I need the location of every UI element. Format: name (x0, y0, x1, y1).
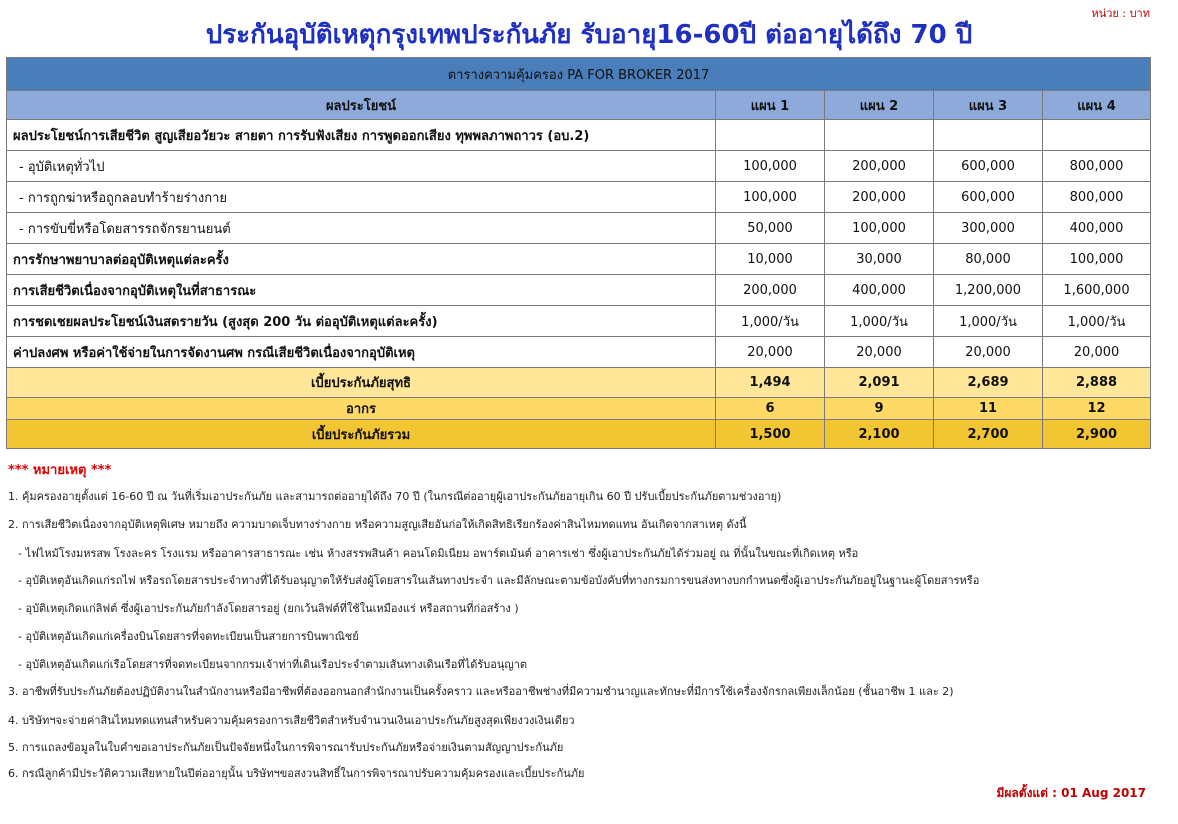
plan-3-value: 1,200,000 (934, 275, 1043, 306)
plan-1-value: 20,000 (716, 337, 825, 368)
note-item: - อุบัติเหตุอันเกิดแก่เรือโดยสารที่จดทะเบียนจากกรมเจ้าท่าที่เดินเรือประจำตามเส้นทางเดินเรือที่ได้รับอนุญาต (18, 658, 528, 671)
table-row (7, 275, 1151, 306)
plan-2-value: 200,000 (825, 151, 934, 182)
stamp-duty-row (7, 398, 1151, 420)
effective-date: มีผลตั้งแต่ : 01 Aug 2017 (996, 786, 1146, 800)
benefit-label: การชดเชยผลประโยชน์เงินสดรายวัน (สูงสุด 200 วัน ต่ออุบัติเหตุแต่ละครั้ง) (7, 306, 716, 337)
plan-3-value: 600,000 (934, 151, 1043, 182)
plan-2-value: 30,000 (825, 244, 934, 275)
plan-4-value: 12 (1043, 398, 1151, 420)
plan-4-value: 400,000 (1043, 213, 1151, 244)
plan-1-value: 200,000 (716, 275, 825, 306)
table-row (7, 182, 1151, 213)
plan-2-value (825, 120, 934, 151)
note-item: 2. การเสียชีวิตเนื่องจากอุบัติเหตุพิเศษ หมายถึง ความบาดเจ็บทางร่างกาย หรือความสูญเสียอันก่อให้เกิดสิทธิเรียกร้องค่าสินไหมทดแทน อันเกิดจากสาเหตุ ดังนี้ (8, 518, 747, 531)
table-row (7, 151, 1151, 182)
table-row (7, 213, 1151, 244)
plan-3-value: 11 (934, 398, 1043, 420)
plan-2-value: 2,091 (825, 368, 934, 398)
note-item: 1. คุ้มครองอายุตั้งแต่ 16-60 ปี ณ วันที่เริ่มเอาประกันภัย และสามารถต่ออายุได้ถึง 70 ปี (ในกรณีต่ออายุผู้เอาประกันภัยอายุเกิน 60 ปี ปรับเบี้ยประกันภัยตามช่วงอายุ) (8, 490, 782, 503)
benefit-label: การรักษาพยาบาลต่ออุบัติเหตุแต่ละครั้ง (7, 244, 716, 275)
remarks-title: *** หมายเหตุ *** (8, 463, 112, 478)
header-plan-3: แผน 3 (934, 91, 1043, 120)
plan-3-value: 2,700 (934, 420, 1043, 449)
note-item: - อุบัติเหตุอันเกิดแก่เครื่องบินโดยสารที่จดทะเบียนเป็นสายการบินพาณิชย์ (18, 630, 359, 643)
plan-1-value: 10,000 (716, 244, 825, 275)
plan-4-value: 800,000 (1043, 151, 1151, 182)
plan-4-value: 800,000 (1043, 182, 1151, 213)
note-item: - ไฟไหม้โรงมหรสพ โรงละคร โรงแรม หรืออาคารสาธารณะ เช่น ห้างสรรพสินค้า คอนโดมิเนียม อพาร์ตเม้นต์ อาคารเช่า ซึ่งผู้เอาประกันภัยได้ร่วมอยู่ ณ ที่นั้นในขณะที่เกิดเหตุ หรือ (18, 547, 859, 560)
plan-1-value: 50,000 (716, 213, 825, 244)
plan-4-value: 2,888 (1043, 368, 1151, 398)
benefit-label: ค่าปลงศพ หรือค่าใช้จ่ายในการจัดงานศพ กรณีเสียชีวิตเนื่องจากอุบัติเหตุ (7, 337, 716, 368)
note-item: 4. บริษัทฯจะจ่ายค่าสินไหมทดแทนสำหรับความคุ้มครองการเสียชีวิตสำหรับจำนวนเงินเอาประกันภัยสูงสุดเพียงวงเงินเดียว (8, 714, 575, 727)
plan-2-value: 2,100 (825, 420, 934, 449)
header-plan-4: แผน 4 (1043, 91, 1151, 120)
note-item: 6. กรณีลูกค้ามีประวัติความเสียหายในปีต่ออายุนั้น บริษัทฯขอสงวนสิทธิ์ในการพิจารณาปรับความคุ้มครองและเบี้ยประกันภัย (8, 767, 585, 780)
plan-2-value: 9 (825, 398, 934, 420)
table-row (7, 337, 1151, 368)
table-title-row (7, 58, 1151, 91)
table-title: ตารางความคุ้มครอง PA FOR BROKER 2017 (7, 58, 1151, 91)
benefit-label: - อุบัติเหตุทั่วไป (7, 151, 716, 182)
plan-4-value: 2,900 (1043, 420, 1151, 449)
benefit-label: ผลประโยชน์การเสียชีวิต สูญเสียอวัยวะ สายตา การรับฟังเสียง การพูดออกเสียง ทุพพลภาพถาวร (อบ.2) (7, 120, 716, 151)
plan-1-value (716, 120, 825, 151)
plan-1-value: 1,500 (716, 420, 825, 449)
plan-1-value: 6 (716, 398, 825, 420)
benefit-label: การเสียชีวิตเนื่องจากอุบัติเหตุในที่สาธารณะ (7, 275, 716, 306)
plan-1-value: 1,000/วัน (716, 306, 825, 337)
plan-2-value: 400,000 (825, 275, 934, 306)
note-item: 3. อาชีพที่รับประกันภัยต้องปฏิบัติงานในสำนักงานหรือมีอาชีพที่ต้องออกนอกสำนักงานเป็นครั้งคราว และหรืออาชีพช่างที่มีความชำนาญและทักษะที่มีการใช้เครื่องจักรกลเพียงเล็กน้อย (ชั้นอาชีพ 1 และ 2) (8, 685, 954, 698)
plan-1-value: 100,000 (716, 151, 825, 182)
table-row (7, 244, 1151, 275)
plan-3-value: 20,000 (934, 337, 1043, 368)
table-row (7, 120, 1151, 151)
plan-1-value: 100,000 (716, 182, 825, 213)
benefit-label: - การถูกฆ่าหรือถูกลอบทำร้ายร่างกาย (7, 182, 716, 213)
plan-2-value: 200,000 (825, 182, 934, 213)
benefit-label: - การขับขี่หรือโดยสารรถจักรยานยนต์ (7, 213, 716, 244)
total-premium-row (7, 420, 1151, 449)
plan-1-value: 1,494 (716, 368, 825, 398)
plan-4-value: 100,000 (1043, 244, 1151, 275)
plan-4-value: 1,000/วัน (1043, 306, 1151, 337)
plan-3-value: 80,000 (934, 244, 1043, 275)
plan-4-value (1043, 120, 1151, 151)
table-header-row (7, 91, 1151, 120)
table-row (7, 306, 1151, 337)
stamp-duty-label: อากร (7, 398, 716, 420)
net-premium-row (7, 368, 1151, 398)
plan-2-value: 20,000 (825, 337, 934, 368)
note-item: - อุบัติเหตุอันเกิดแก่รถไฟ หรือรถโดยสารประจำทางที่ได้รับอนุญาตให้รับส่งผู้โดยสารในเส้นทางประจำ และมีลักษณะตามข้อบังคับที่ทางกรมการขนส่งทางบกกำหนดซึ่งผู้เอาประกันภัยอยู่ในฐานะผู้โดยสารหรือ (18, 574, 980, 587)
header-plan-2: แผน 2 (825, 91, 934, 120)
plan-2-value: 100,000 (825, 213, 934, 244)
unit-label: หน่วย : บาท (1091, 7, 1150, 20)
plan-4-value: 20,000 (1043, 337, 1151, 368)
header-plan-1: แผน 1 (716, 91, 825, 120)
plan-3-value (934, 120, 1043, 151)
plan-4-value: 1,600,000 (1043, 275, 1151, 306)
plan-2-value: 1,000/วัน (825, 306, 934, 337)
plan-3-value: 300,000 (934, 213, 1043, 244)
header-benefit: ผลประโยชน์ (7, 91, 716, 120)
net-premium-label: เบี้ยประกันภัยสุทธิ (7, 368, 716, 398)
note-item: 5. การแถลงข้อมูลในใบคำขอเอาประกันภัยเป็นปัจจัยหนึ่งในการพิจารณารับประกันภัยหรือจ่ายเงินตามสัญญาประกันภัย (8, 741, 564, 754)
page-title: ประกันอุบัติเหตุกรุงเทพประกันภัย รับอายุ16-60ปี ต่ออายุได้ถึง 70 ปี (205, 20, 973, 50)
total-premium-label: เบี้ยประกันภัยรวม (7, 420, 716, 449)
note-item: - อุบัติเหตุเกิดแก่ลิฟต์ ซึ่งผู้เอาประกันภัยกำลังโดยสารอยู่ (ยกเว้นลิฟต์ที่ใช้ในเหมืองแร่ หรือสถานที่ก่อสร้าง ) (18, 602, 519, 615)
coverage-table (6, 57, 1151, 449)
plan-3-value: 600,000 (934, 182, 1043, 213)
plan-3-value: 2,689 (934, 368, 1043, 398)
plan-3-value: 1,000/วัน (934, 306, 1043, 337)
